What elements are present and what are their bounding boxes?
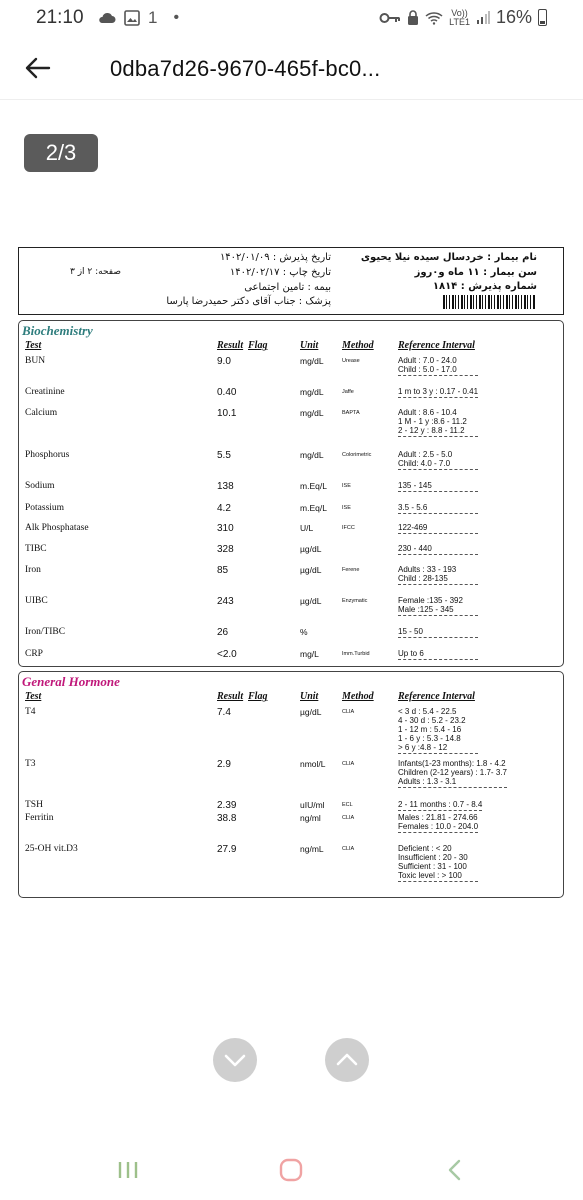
reference-line: Males : 21.81 - 274.66	[398, 813, 478, 822]
reference-line: Sufficient : 31 - 100	[398, 862, 467, 871]
result-value: 138	[217, 481, 234, 492]
signal-icon	[476, 11, 490, 25]
col-header-result: Result	[217, 691, 244, 702]
unit-value: m.Eq/L	[300, 481, 327, 491]
sim-indicator: 1	[148, 8, 158, 27]
reference-interval	[398, 596, 478, 616]
reference-line: 230 - 440	[398, 544, 432, 553]
section-title-hormone: General Hormone	[22, 674, 120, 689]
result-value: 243	[217, 596, 234, 607]
test-name: T3	[25, 759, 36, 769]
unit-value: mg/dL	[300, 408, 324, 418]
col-header-test: Test	[25, 340, 42, 351]
test-name: CRP	[25, 649, 43, 659]
unit-value: nmol/L	[300, 759, 326, 769]
reference-line: < 3 d : 5.4 - 22.5	[398, 707, 457, 716]
test-name: Iron/TIBC	[25, 627, 66, 637]
method-value: IFCC	[342, 525, 355, 531]
recent-apps-icon	[117, 1160, 139, 1180]
reference-line: 3.5 - 5.6	[398, 503, 428, 512]
chevron-down-icon	[224, 1053, 246, 1067]
test-name: Calcium	[25, 408, 58, 418]
col-header-unit: Unit	[300, 340, 319, 351]
recent-apps-button[interactable]	[108, 1154, 148, 1186]
reference-line: 122-469	[398, 523, 428, 532]
method-value: Enzymatic	[342, 598, 368, 604]
test-name: T4	[25, 707, 36, 717]
test-name: Ferritin	[25, 813, 54, 823]
test-name: Alk Phosphatase	[25, 523, 89, 533]
test-name: TIBC	[25, 544, 47, 554]
physician: پزشک : جناب آقای دکتر حمیدرضا پارسا	[166, 296, 331, 307]
unit-value: ng/mL	[300, 844, 324, 854]
method-value: ISE	[342, 505, 351, 511]
unit-value: %	[300, 627, 308, 637]
print-date: تاریخ چاپ : ۱۴۰۲/۰۲/۱۷	[229, 267, 331, 278]
unit-value: µg/dL	[300, 707, 322, 717]
cloud-icon	[98, 12, 116, 24]
method-value: CLIA	[342, 846, 355, 852]
back-button[interactable]	[20, 52, 56, 84]
test-name: Iron	[25, 565, 41, 575]
col-header-reference: Reference Interval	[398, 691, 475, 702]
reference-line: 2 - 11 months : 0.7 - 8.4	[398, 800, 483, 809]
method-value: CLIA	[342, 815, 355, 821]
result-value: 4.2	[217, 503, 231, 514]
home-icon	[279, 1158, 303, 1182]
lock-icon	[407, 10, 419, 26]
patient-name: نام بیمار : خردسال سیده نیلا یحیوی	[360, 252, 537, 263]
page-of: صفحه: ۲ از ۳	[70, 267, 121, 277]
reference-line: Adult : 7.0 - 24.0	[398, 356, 457, 365]
unit-value: ng/ml	[300, 813, 321, 823]
result-value: 27.9	[217, 844, 237, 855]
reference-line: Females : 10.0 - 204.0	[398, 822, 479, 831]
col-header-flag: Flag	[248, 691, 268, 702]
reference-interval	[398, 503, 478, 514]
col-header-method: Method	[342, 691, 374, 702]
result-value: 85	[217, 565, 229, 576]
reference-interval	[398, 356, 478, 376]
reference-interval	[398, 565, 478, 585]
battery-icon	[538, 9, 547, 26]
unit-value: mg/dL	[300, 450, 324, 460]
reference-interval	[398, 544, 478, 555]
reference-line: 4 - 30 d : 5.2 - 23.2	[398, 716, 466, 725]
reference-interval	[398, 627, 478, 638]
reference-line: 1 - 6 y : 5.3 - 14.8	[398, 734, 461, 743]
unit-value: µg/dL	[300, 544, 322, 554]
image-icon	[124, 10, 140, 26]
report-header	[18, 247, 564, 315]
biochemistry-section	[18, 320, 564, 667]
col-header-method: Method	[342, 340, 374, 351]
test-name: Sodium	[25, 481, 55, 491]
document-title: 0dba7d26-9670-465f-bc0...	[110, 56, 381, 81]
arrow-left-icon	[25, 57, 51, 79]
method-value: CLIA	[342, 761, 355, 767]
result-value: 7.4	[217, 707, 231, 718]
result-value: 310	[217, 523, 234, 534]
unit-value: uIU/ml	[300, 800, 325, 810]
reference-line: Infants(1-23 months): 1.8 - 4.2	[398, 759, 506, 768]
system-back-button[interactable]	[434, 1154, 474, 1186]
reference-line: Child : 28-135	[398, 574, 448, 583]
status-bar	[0, 0, 583, 36]
test-name: Creatinine	[25, 387, 65, 397]
col-header-flag: Flag	[248, 340, 268, 351]
test-name: Potassium	[25, 503, 65, 513]
method-value: ISE	[342, 483, 351, 489]
notification-dot-icon: •	[173, 9, 180, 26]
reference-line: 1 - 12 m : 5.4 - 16	[398, 725, 462, 734]
previous-page-button[interactable]	[325, 1038, 369, 1082]
reference-interval	[398, 844, 478, 882]
admission-date: تاریخ پذیرش : ۱۴۰۲/۰۱/۰۹	[219, 252, 331, 263]
unit-value: µg/dL	[300, 565, 322, 575]
test-name: BUN	[25, 356, 46, 366]
chevron-up-icon	[336, 1053, 358, 1067]
test-name: TSH	[25, 800, 43, 810]
method-value: BAPTA	[342, 410, 360, 416]
unit-value: mg/dL	[300, 356, 324, 366]
insurance: بیمه : تامین اجتماعی	[244, 282, 331, 293]
reference-line: Male :125 - 345	[398, 605, 454, 614]
patient-age: سن بیمار : ۱۱ ماه و۰روز	[414, 267, 537, 278]
reference-line: > 6 y :4.8 - 12	[398, 743, 448, 752]
result-value: 2.9	[217, 759, 231, 770]
barcode-image	[443, 295, 535, 309]
system-nav-bar	[0, 1150, 583, 1190]
unit-value: mg/dL	[300, 387, 324, 397]
reference-interval	[398, 813, 478, 833]
result-value: 0.40	[217, 387, 237, 398]
reference-interval	[398, 759, 507, 788]
battery-percent: 16%	[495, 7, 532, 27]
home-button[interactable]	[271, 1154, 311, 1186]
test-name: 25-OH vit.D3	[25, 844, 78, 854]
status-left-icons	[98, 8, 179, 28]
reference-interval	[398, 707, 478, 754]
result-value: 2.39	[217, 800, 237, 811]
reference-interval	[398, 800, 482, 811]
reference-line: 135 - 145	[398, 481, 432, 490]
col-header-result: Result	[217, 340, 244, 351]
reference-line: Deficient : < 20	[398, 844, 452, 853]
method-value: Jaffe	[342, 389, 354, 395]
reference-line: Up to 6	[398, 649, 424, 658]
method-value: Ferene	[342, 567, 360, 573]
reference-interval	[398, 408, 478, 437]
next-page-button[interactable]	[213, 1038, 257, 1082]
unit-value: m.Eq/L	[300, 503, 327, 513]
reference-line: Adults : 33 - 193	[398, 565, 457, 574]
key-icon	[379, 12, 401, 24]
reference-interval	[398, 649, 478, 660]
method-value: ECL	[342, 802, 353, 808]
reference-line: 2 - 12 y : 8.8 - 11.2	[398, 426, 465, 435]
result-value: 38.8	[217, 813, 237, 824]
result-value: 26	[217, 627, 229, 638]
method-value: CLIA	[342, 709, 355, 715]
result-value: 10.1	[217, 408, 237, 419]
status-right-icons	[379, 7, 547, 28]
reference-interval	[398, 523, 478, 534]
method-value: Urease	[342, 358, 360, 364]
col-header-reference: Reference Interval	[398, 340, 475, 351]
reference-line: Female :135 - 392	[398, 596, 463, 605]
result-value: 9.0	[217, 356, 231, 367]
reference-interval	[398, 481, 478, 492]
reference-line: Child: 4.0 - 7.0	[398, 459, 451, 468]
section-title-biochemistry: Biochemistry	[22, 323, 93, 338]
reference-line: 1 m to 3 y : 0.17 - 0.41	[398, 387, 479, 396]
reference-line: 15 - 50	[398, 627, 423, 636]
hormone-section	[18, 671, 564, 898]
reference-line: Toxic level : > 100	[398, 871, 462, 880]
result-value: 5.5	[217, 450, 231, 461]
unit-value: mg/L	[300, 649, 319, 659]
lte-indicator: Vo)) LTE1	[449, 7, 470, 27]
col-header-unit: Unit	[300, 691, 319, 702]
test-name: UIBC	[25, 596, 48, 606]
app-bar	[0, 38, 583, 100]
wifi-icon	[425, 11, 443, 25]
chevron-left-icon	[447, 1159, 461, 1181]
reference-line: Children (2-12 years) : 1.7- 3.7	[398, 768, 507, 777]
col-header-test: Test	[25, 691, 42, 702]
reference-line: Child : 5.0 - 17.0	[398, 365, 457, 374]
unit-value: U/L	[300, 523, 314, 533]
page-indicator: 2/3	[24, 134, 98, 172]
test-name: Phosphorus	[25, 450, 70, 460]
result-value: 328	[217, 544, 234, 555]
reference-line: Adult : 2.5 - 5.0	[398, 450, 453, 459]
admission-number: شماره پذیرش : ۱۸۱۴	[432, 281, 537, 292]
reference-line: 1 M - 1 y :8.6 - 11.2	[398, 417, 467, 426]
reference-line: Insufficient : 20 - 30	[398, 853, 468, 862]
status-time: 21:10	[36, 7, 84, 28]
reference-interval	[398, 450, 478, 470]
method-value: Imm.Turbid	[342, 651, 370, 657]
method-value: Colorimetric	[342, 452, 372, 458]
unit-value: µg/dL	[300, 596, 322, 606]
reference-line: Adults : 1.3 - 3.1	[398, 777, 457, 786]
reference-line: Adult : 8.6 - 10.4	[398, 408, 457, 417]
reference-interval	[398, 387, 478, 398]
result-value: <2.0	[217, 649, 237, 660]
